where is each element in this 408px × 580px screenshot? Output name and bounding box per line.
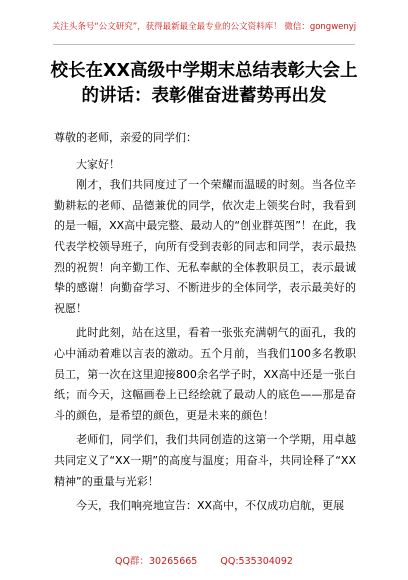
title-line: 校长在XX高级中学期末总结表彰大会上 [50,61,358,81]
footer-contact [0,553,408,567]
salutation: 尊敬的老师，亲爱的同学们： [54,131,197,144]
footer-qq-group: QQ群：30265665 [115,556,198,567]
header-promo-note: 关注头条号“公文研究”，获得最新最全最专业的公文资料库！ 微信：gongwenyj [51,22,357,32]
document-body [54,128,356,517]
body-paragraph: 大家好！ [76,157,120,171]
document-title [40,59,368,109]
body-paragraph: 刚才，我们共同度过了一个荣耀而温暖的时刻。当各位辛勤耕耘的老师、品德兼优的同学，依次走上领奖台时，我看到的是一幅，XX高中最完整、最动人的“创业群英图”！在此，我代表学校领导班子，向所有受到表彰的同志和同学，表示最热烈的祝贺！向辛勤工作、无私奉献的全体教职员工，表示最诚挚的感谢！向勤奋学习、不断进步的全体同学，表示最美好的祝愿！ [54,178,356,315]
footer-qq: QQ:535304092 [220,556,293,567]
body-paragraph: 今天，我们响亮地宣告：XX高中，不仅成功启航，更展 [76,499,345,513]
title-line: 的讲话：表彰催奋进蓄势再出发 [81,86,327,106]
body-paragraph: 此时此刻，站在这里，看着一张张充满朝气的面孔，我的心中涌动着难以言表的激动。五个月前，当我们100多名教职员工，第一次在这里迎接800余名学子时，XX高中还是一张白纸；而今天，这幅画卷上已经绘就了最动人的底色——那是奋斗的颜色，是希望的颜色，更是未来的颜色！ [54,326,356,422]
body-paragraph: 老师们，同学们，我们共同创造的这第一个学期，用卓越共同定义了“XX一期”的高度与温度；用奋斗，共同诠释了“XX精神”的重量与光彩！ [54,433,356,488]
header-divider [53,44,355,45]
